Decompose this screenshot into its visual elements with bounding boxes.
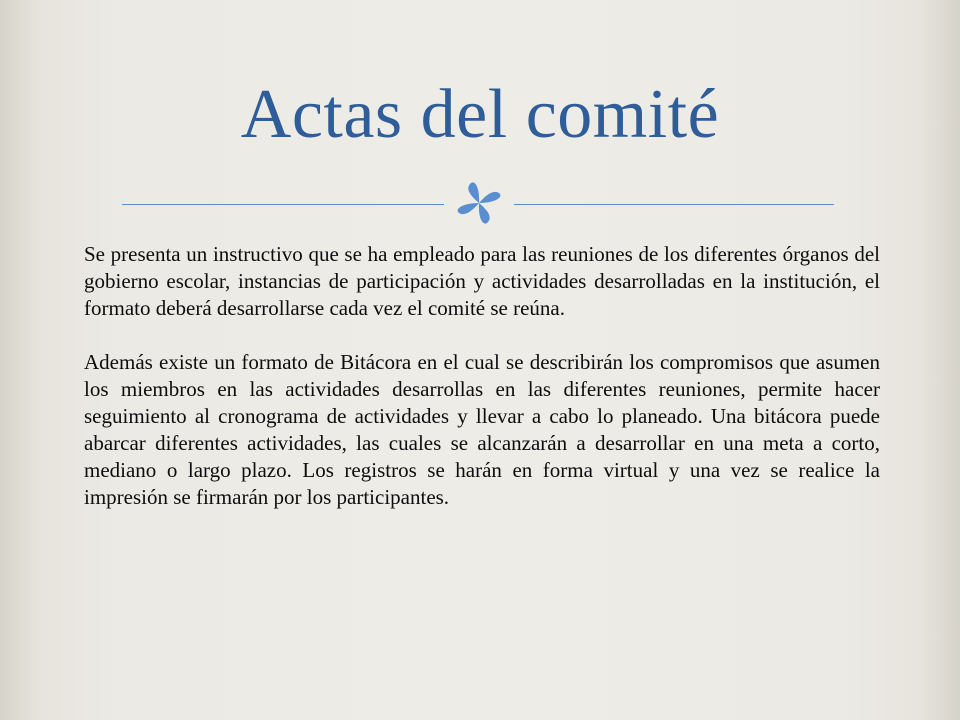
diamond-quatrefoil-icon [448, 180, 510, 226]
slide-title: Actas del comité [240, 76, 720, 153]
paragraph: Se presenta un instructivo que se ha empleado para las reuniones de los diferentes órganos del gobierno escolar, instancias de participación y actividades desarrolladas en la institución, el formato deberá desarrollarse cada vez el comité se reúna. [84, 242, 880, 320]
title-divider-right [514, 204, 834, 205]
slide-body [84, 241, 880, 538]
paragraph: Además existe un formato de Bitácora en el cual se describirán los compromisos que asumen los miembros en las actividades desarrollas en las diferentes reuniones, permite hacer seguimiento al cronograma de actividades y llevar a cabo lo planeado. Una bitácora puede abarcar diferentes actividades, las cuales se alcanzarán a desarrollar en una meta a corto, mediano o largo plazo. Los registros se harán en forma virtual y una vez se realice la impresión se firmarán por los participantes. [84, 350, 880, 509]
title-divider-left [122, 204, 444, 205]
